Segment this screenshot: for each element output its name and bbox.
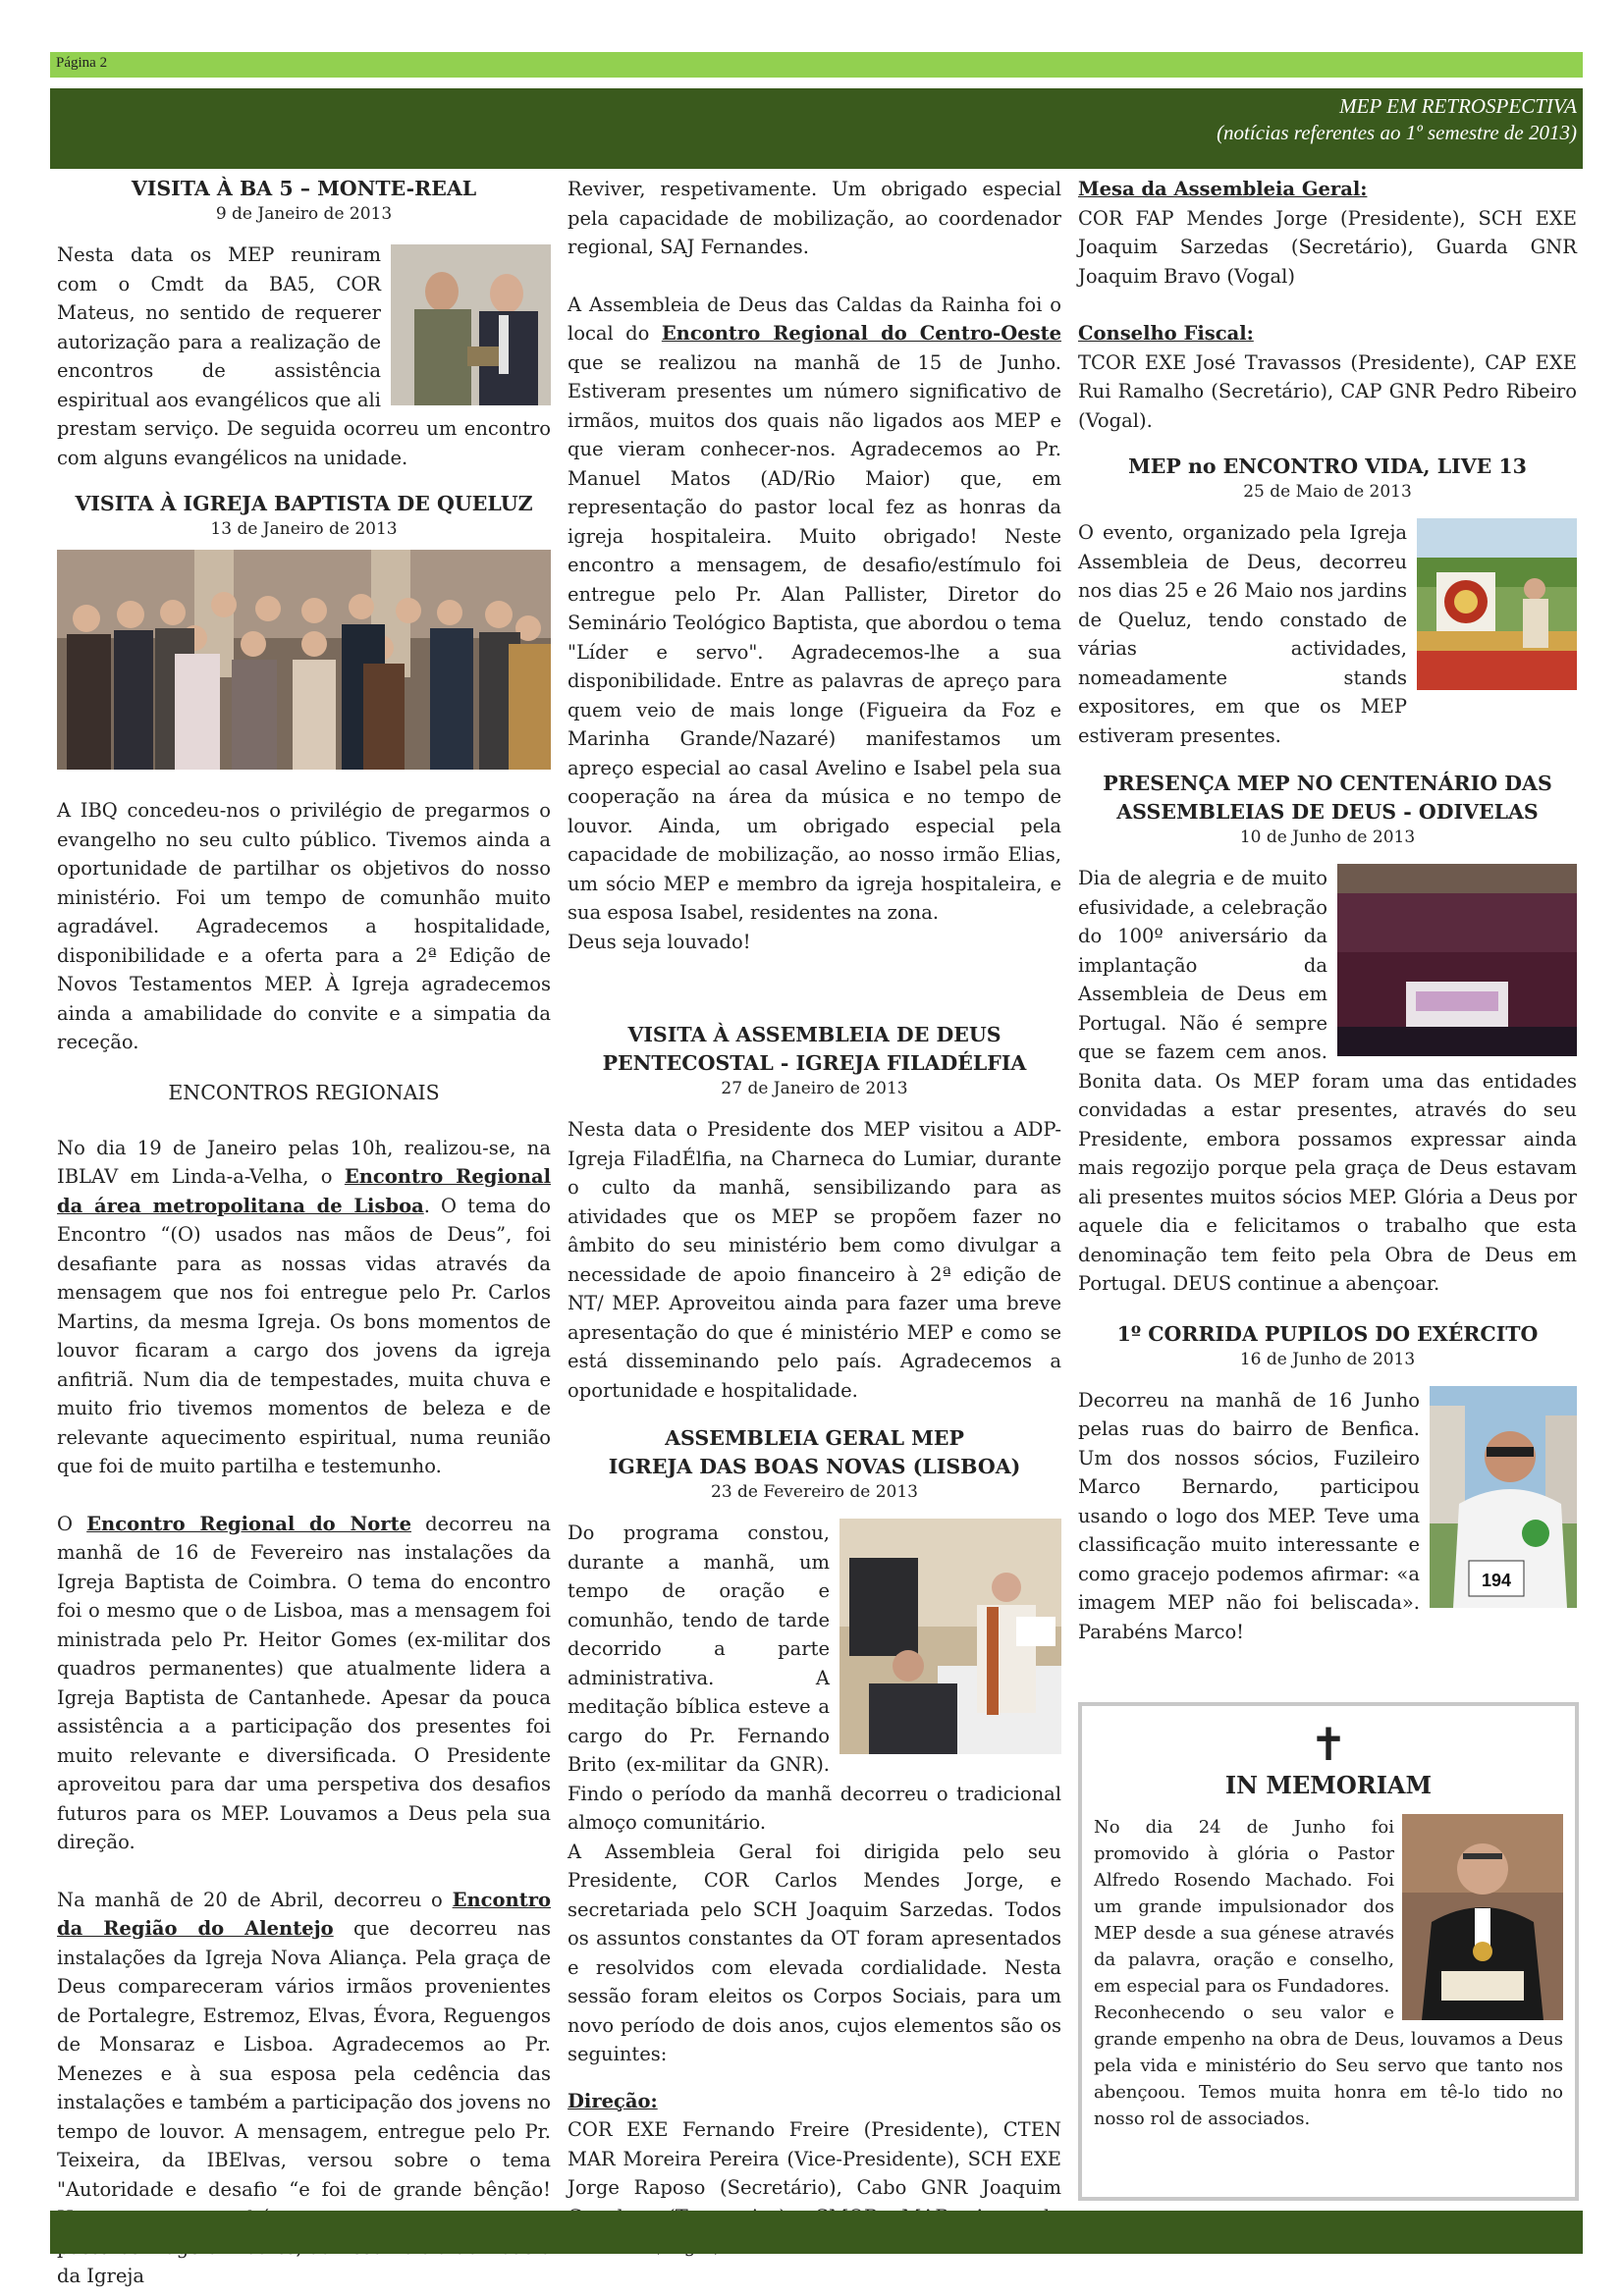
mesa-members: COR FAP Mendes Jorge (Presidente), SCH EXE Joaquim Sarzedas (Secretário), Guarda GNR Joaquim Bravo (Vogal) [1078,206,1577,288]
queluz-group-photo [57,550,551,770]
article-title: IGREJA DAS BOAS NOVAS (LISBOA) [608,1455,1021,1478]
regionais-paragraph-2 [57,1510,551,1857]
centenario-photo [1337,864,1577,1056]
article-body: Dia de alegria e de muito efusividade, a celebração do 100º aniversário da implantação da Assembleia de Deus em Portugal. Não é sempre que se fazem cem anos. Bonita data. Os MEP foram uma das entidades convidadas a estar presentes, através do seu Presidente, embora possamos expressar ainda mais regozijo porque pela graça de Deus estavam ali presentes muitos sócios MEP. Glória a Deus por aquele dia e felicitamos o trabalho que esta denominação tem feito pela Obra de Deus em Portugal. DEUS continue a abençoar. [1078,867,1577,1295]
memoriam-portrait-image [1402,1814,1563,2020]
article-title: ASSEMBLEIAS DE DEUS - ODIVELAS [1116,800,1539,824]
article-title: PENTECOSTAL - IGREJA FILADÉLFIA [602,1051,1027,1075]
article-title: ENCONTROS REGIONAIS [168,1080,440,1104]
memoriam-paragraph-2: Reconhecendo o seu valor e grande empenho na obra de Deus, louvamos a Deus pela vida e ministério do Seu servo que tanto nos abençoou. Temos muita honra em tê-lo tido no nosso rol de associados. [1094,2002,1563,2129]
text-span: O [57,1512,87,1535]
article-date: 10 de Junho de 2013 [1239,828,1416,847]
regionais-closing: Deus seja louvado! [568,930,751,953]
article-title: PRESENÇA MEP NO CENTENÁRIO DAS [1103,772,1552,795]
article-body: Nesta data o Presidente dos MEP visitou a ADP- Igreja FiladÉlfia, na Charneca do Lumiar, durante o culto da manhã, sensibilizando para as atividades que os MEP se propõem fazer no âmbito do seu ministério bem como divulgar a necessidade de apoio financeiro à 2ª edição de NT/ MEP. Aproveitou ainda para fazer uma breve apresentação do que é ministério MEP e como se está disseminando pelo país. Agradecemos a oportunidade e hospitalidade. [568,1118,1061,1402]
encontro-centro-oeste-link: Encontro Regional do Centro-Oeste [661,322,1061,345]
text-span: A Assembleia de Deus das Caldas da Rainha foi o local do [568,293,1061,345]
article-body: O evento, organizado pela Igreja Assembleia de Deus, decorreu nos dias 25 e 26 Maio nos jardins de Queluz, tendo constado de várias actividades, nomeadamente stands expositores, em que os MEP estiveram presentes. [1078,521,1407,747]
article-title: VISITA À BA 5 – MONTE-REAL [131,177,477,200]
article-date: 13 de Janeiro de 2013 [210,519,398,539]
text-span: que decorreu nas instalações da Igreja Nova Aliança. Pela graça de Deus compareceram vários irmãos provenientes de Portalegre, Estremoz, Elvas, Évora, Reguengos de Monsaraz e Lisboa. Agradecemos ao Pr. Menezes e à sua esposa pela cedência das instalações e também a participação dos jovens no tempo de louvor. A mensagem, entregue pelo Pr. Teixeira, da IBElvas, versou sobre o tema "Autoridade e desafio “e foi de grande bênção! da Igreja [57,1917,551,2287]
article-body: Nesta data os MEP reuniram com o Cmdt da BA5, COR Mateus, no sentido de requerer autorização para a realização de encontros de assistência espiritual aos evangélicos que ali prestam serviço. De seguida ocorreu um encontro com alguns evangélicos na unidade. [57,243,551,469]
text-span: decorreu na manhã de 16 de Fevereiro nas instalações da Igreja Baptista de Coimbra. O tema do encontro foi o mesmo que o de Lisboa, mas a mensagem foi ministrada pelo Pr. Heitor Gomes (ex-militar dos quadros permanentes) que atualmente lidera a Igreja Baptista de Cantanhede. Apesar da pouca assistência a a participação dos presentes foi muito relevante e diversificada. O Presidente aproveitou para dar uma perspetiva dos desafios futuros para os MEP. Louvamos a Deus pela sua direção. [57,1512,551,1853]
mesa-label: Mesa da Assembleia Geral: [1078,178,1368,200]
in-memoriam-box [1078,1702,1579,2201]
footer-bar [50,2211,1583,2254]
ba5-photo-image [391,244,551,405]
article-title: VISITA À IGREJA BAPTISTA DE QUELUZ [75,492,533,515]
article-body: Decorreu na manhã de 16 Junho pelas ruas do bairro de Benfica. Um dos nossos sócios, Fuzileiro Marco Bernardo, participou usando o logo dos MEP. Teve uma classificação muito interessante e como gracejo podemos afirmar: «a imagem MEP não foi beliscada». Parabéns Marco! [1078,1388,1420,1643]
article-date: 9 de Janeiro de 2013 [215,204,393,224]
conselho-members: TCOR EXE José Travassos (Presidente), CAP EXE Rui Ramalho (Secretário), CAP GNR Pedro Ribeiro (Vogal). [1078,350,1577,432]
corrida-photo-image [1430,1386,1577,1608]
vida-photo-image [1417,518,1577,690]
corrida-photo [1430,1386,1577,1608]
regionais-centro-oeste [568,291,1061,928]
vida-photo [1417,518,1577,690]
article-title: ASSEMBLEIA GERAL MEP [665,1426,964,1450]
column-2 [568,175,1061,2261]
article-title: VISITA À ASSEMBLEIA DE DEUS [627,1023,1001,1046]
encontro-alentejo-link: Encontro da Região do Alentejo [57,1888,551,1940]
article-body: Do programa constou, durante a manhã, um tempo de oração e comunhão, tendo de tarde decorrido a parte administrativa. A meditação bíblica esteve a cargo do Pr. Fernando Brito (ex-militar da GNR). Findo o período da manhã decorreu o tradicional almoço comunitário. [568,1522,1061,1834]
column-1 [57,175,551,2291]
regionais-continued: Reviver, respetivamente. Um obrigado especial pela capacidade de mobilização, ao coordenador regional, SAJ Fernandes. [568,178,1061,258]
article-body: A IBQ concedeu-nos o privilégio de pregarmos o evangelho no seu culto público. Tivemos ainda a oportunidade de partilhar os objetivos do nosso ministério. Foi um tempo de comunhão muito agradável. Agradecemos a hospitalidade, disponibilidade e a oferta para a 2ª Edição de Novos Testamentos MEP. À Igreja agradecemos ainda a amabilidade do convite e a simpatia da receção. [57,799,551,1053]
assembleia-photo [839,1519,1061,1754]
text-span: No dia 19 de Janeiro pelas 10h, realizou-se, na IBLAV em Linda-a-Velha, o [57,1136,551,1188]
regionais-paragraph-1 [57,1134,551,1481]
article-title: 1º CORRIDA PUPILOS DO EXÉRCITO [1116,1321,1539,1346]
ba5-photo [391,244,551,405]
header-title: MEP EM RETROSPECTIVA [1339,94,1577,118]
encontro-norte-link: Encontro Regional do Norte [86,1512,411,1535]
article-title: MEP no ENCONTRO VIDA, LIVE 13 [1128,454,1527,478]
article-date: 25 de Maio de 2013 [1243,482,1412,502]
assembleia-photo-image [839,1519,1061,1754]
article-date: 27 de Janeiro de 2013 [721,1079,908,1098]
direcao-members: COR EXE Fernando Freire (Presidente), CTEN MAR Moreira Pereira (Vice-Presidente), SCH EXE Jorge Raposo (Secretário), Cabo GNR Joaquim [568,2118,1061,2199]
centenario-photo-image [1337,864,1577,1056]
page-label-bar [50,52,1583,78]
direcao-label: Direção: [568,2089,658,2112]
header-banner [50,88,1583,169]
encontro-lisboa-link: Encontro Regional da área metropolitana de Lisboa [57,1165,551,1217]
text-span: que se realizou na manhã de 15 de Junho. Estiveram presentes um número significativo de irmãos, muitos dos quais não ligados aos MEP e que vieram conhecer-nos. Agradecemos ao Pr. Manuel Matos (AD/Rio Maior) que, em representação do pastor local fez as honras da igreja hospitaleira. Muito obrigado! Neste encontro a mensagem, de desafio/estímulo foi entregue pelo Pr. Alan Pallister, Diretor do Seminário Teológico Baptista, que abordou o tema "Líder e servo". Agradecemos-lhe a sua disponibilidade. Entre as palavras de apreço para quem veio de mais longe (Figueira da Foz e Marinha Grande/Nazaré) manifestamos um apreço especial ao casal Avelino e Isabel pela sua cooperação na área da música e no tempo de louvor. Ainda, um obrigado especial pela capacidade de mobilização, ao nosso irmão Elias, um sócio MEP e membro da igreja hospitaleira, e sua esposa Isabel, residentes na zona. [568,350,1061,924]
text-span: Na manhã de 20 de Abril, decorreu o [57,1888,453,1911]
conselho-label: Conselho Fiscal: [1078,322,1254,345]
article-date: 16 de Junho de 2013 [1239,1349,1416,1369]
text-span: . O tema do Encontro “(O) usados nas mãos de Deus”, foi desafiante para as nossas vidas através da mensagem que nos foi entregue pelo Pr. Carlos Martins, da mesma Igreja. Os bons momentos de louvor ficaram a cargo dos jovens da igreja anfitriã. Num dia de tempestades, muita chuva e muito frio tivemos momentos de beleza e de relevante aquecimento espiritual, numa reunião que foi de muito partilha e testemunho. [57,1194,552,1477]
column-3 [1078,175,1577,1646]
queluz-group-photo-image [57,550,551,770]
article-body: A Assembleia Geral foi dirigida pelo seu Presidente, COR Carlos Mendes Jorge, e secretariada pelo SCH Joaquim Sarzedas. Todos os assuntos constantes da OT foram apresentados e resolvidos com elevada cordialidade. Nesta sessão foram eleitos os Corpos Sociais, para um novo período de dois anos, cujos elementos são os seguintes: [568,1840,1061,2065]
header-subtitle: (notícias referentes ao 1º semestre de 2013) [1217,121,1577,144]
in-memoriam-title: IN MEMORIAM [1224,1771,1433,1799]
article-date: 23 de Fevereiro de 2013 [711,1482,918,1502]
page-label: Página 2 [56,55,108,71]
memoriam-portrait [1402,1814,1563,2020]
memoriam-paragraph-1: No dia 24 de Junho foi promovido à glória o Pastor Alfredo Rosendo Machado. Foi um grande impulsionador dos MEP desde a sua génese através da palavra, oração e conselho, em especial para os Fundadores. [1094,1817,1394,1997]
cross-icon: ✝ [1309,1718,1348,1771]
race-bib-number: 194 [1481,1570,1512,1590]
